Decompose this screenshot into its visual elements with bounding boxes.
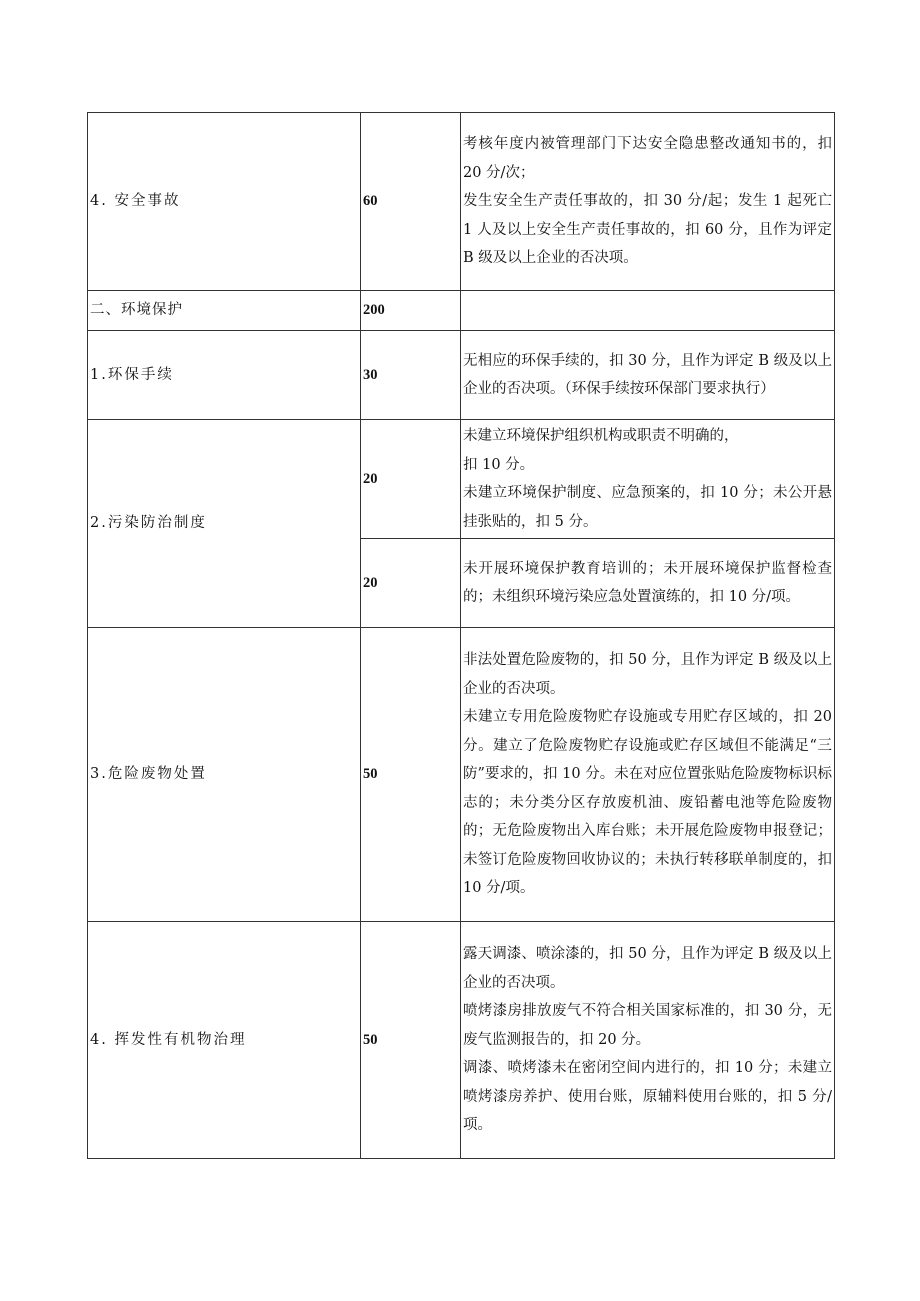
description-cell	[461, 922, 835, 1159]
description-line: 扣 10 分。	[463, 456, 535, 473]
description-line: 未建立专用危险废物贮存设施或专用贮存区域的，扣 20 分。建立了危险废物贮存设施或贮存区域但不能满足“三防”要求的，扣 10 分。未在对应位置张贴危险废物标识标志的；未分类分区存放废机油、废铅蓄电池等危险废物的；无危险废物出入库台账；未开展危险废物申报登记；未签订危险废物回收协议的；未执行转移联单制度的，扣 10 分/项。	[463, 709, 832, 897]
table-row	[88, 922, 835, 1159]
table-row	[88, 331, 835, 420]
table-row	[88, 113, 835, 291]
description-cell	[461, 420, 835, 539]
description-line: 无相应的环保手续的，扣 30 分，且作为评定 B 级及以上企业的否决项。（环保手续按环保部门要求执行）	[463, 352, 832, 397]
description-line: 喷烤漆房排放废气不符合相关国家标准的，扣 30 分，无废气监测报告的，扣 20 分。	[463, 1003, 832, 1048]
score-cell: 50	[361, 922, 461, 1159]
item-cell: 2.污染防治制度	[88, 420, 361, 628]
assessment-table	[87, 112, 835, 1159]
section-score: 200	[361, 291, 461, 331]
item-cell: 4. 挥发性有机物治理	[88, 922, 361, 1159]
description-line: 调漆、喷烤漆未在密闭空间内进行的，扣 10 分；未建立喷烤漆房养护、使用台账，原辅料使用台账的，扣 5 分/项。	[463, 1060, 832, 1134]
item-cell: 1.环保手续	[88, 331, 361, 420]
score-cell: 20	[361, 420, 461, 539]
description-line: 非法处置危险废物的，扣 50 分，且作为评定 B 级及以上企业的否决项。	[463, 652, 832, 697]
description-line: 发生安全生产责任事故的，扣 30 分/起；发生 1 起死亡 1 人及以上安全生产责任事故的，扣 60 分，且作为评定 B 级及以上企业的否决项。	[463, 193, 832, 267]
empty-cell	[461, 291, 835, 331]
item-cell: 3.危险废物处置	[88, 628, 361, 922]
section-row	[88, 291, 835, 331]
description-line: 露天调漆、喷涂漆的，扣 50 分，且作为评定 B 级及以上企业的否决项。	[463, 946, 832, 991]
description-cell	[461, 539, 835, 628]
score-cell: 50	[361, 628, 461, 922]
score-cell: 30	[361, 331, 461, 420]
section-title: 二、环境保护	[88, 291, 361, 331]
score-cell: 20	[361, 539, 461, 628]
description-line: 考核年度内被管理部门下达安全隐患整改通知书的，扣 20 分/次；	[463, 136, 832, 181]
description-cell	[461, 113, 835, 291]
table-row	[88, 628, 835, 922]
description-line: 未建立环境保护制度、应急预案的，扣 10 分；未公开悬挂张贴的，扣 5 分。	[463, 485, 832, 530]
description-cell	[461, 628, 835, 922]
description-cell	[461, 331, 835, 420]
score-cell: 60	[361, 113, 461, 291]
description-line: 未建立环境保护组织机构或职责不明确的，	[463, 428, 739, 444]
table-row	[88, 420, 835, 539]
description-line: 未开展环境保护教育培训的；未开展环境保护监督检查的；未组织环境污染应急处置演练的，扣 10 分/项。	[463, 560, 832, 605]
item-cell: 4. 安全事故	[88, 113, 361, 291]
